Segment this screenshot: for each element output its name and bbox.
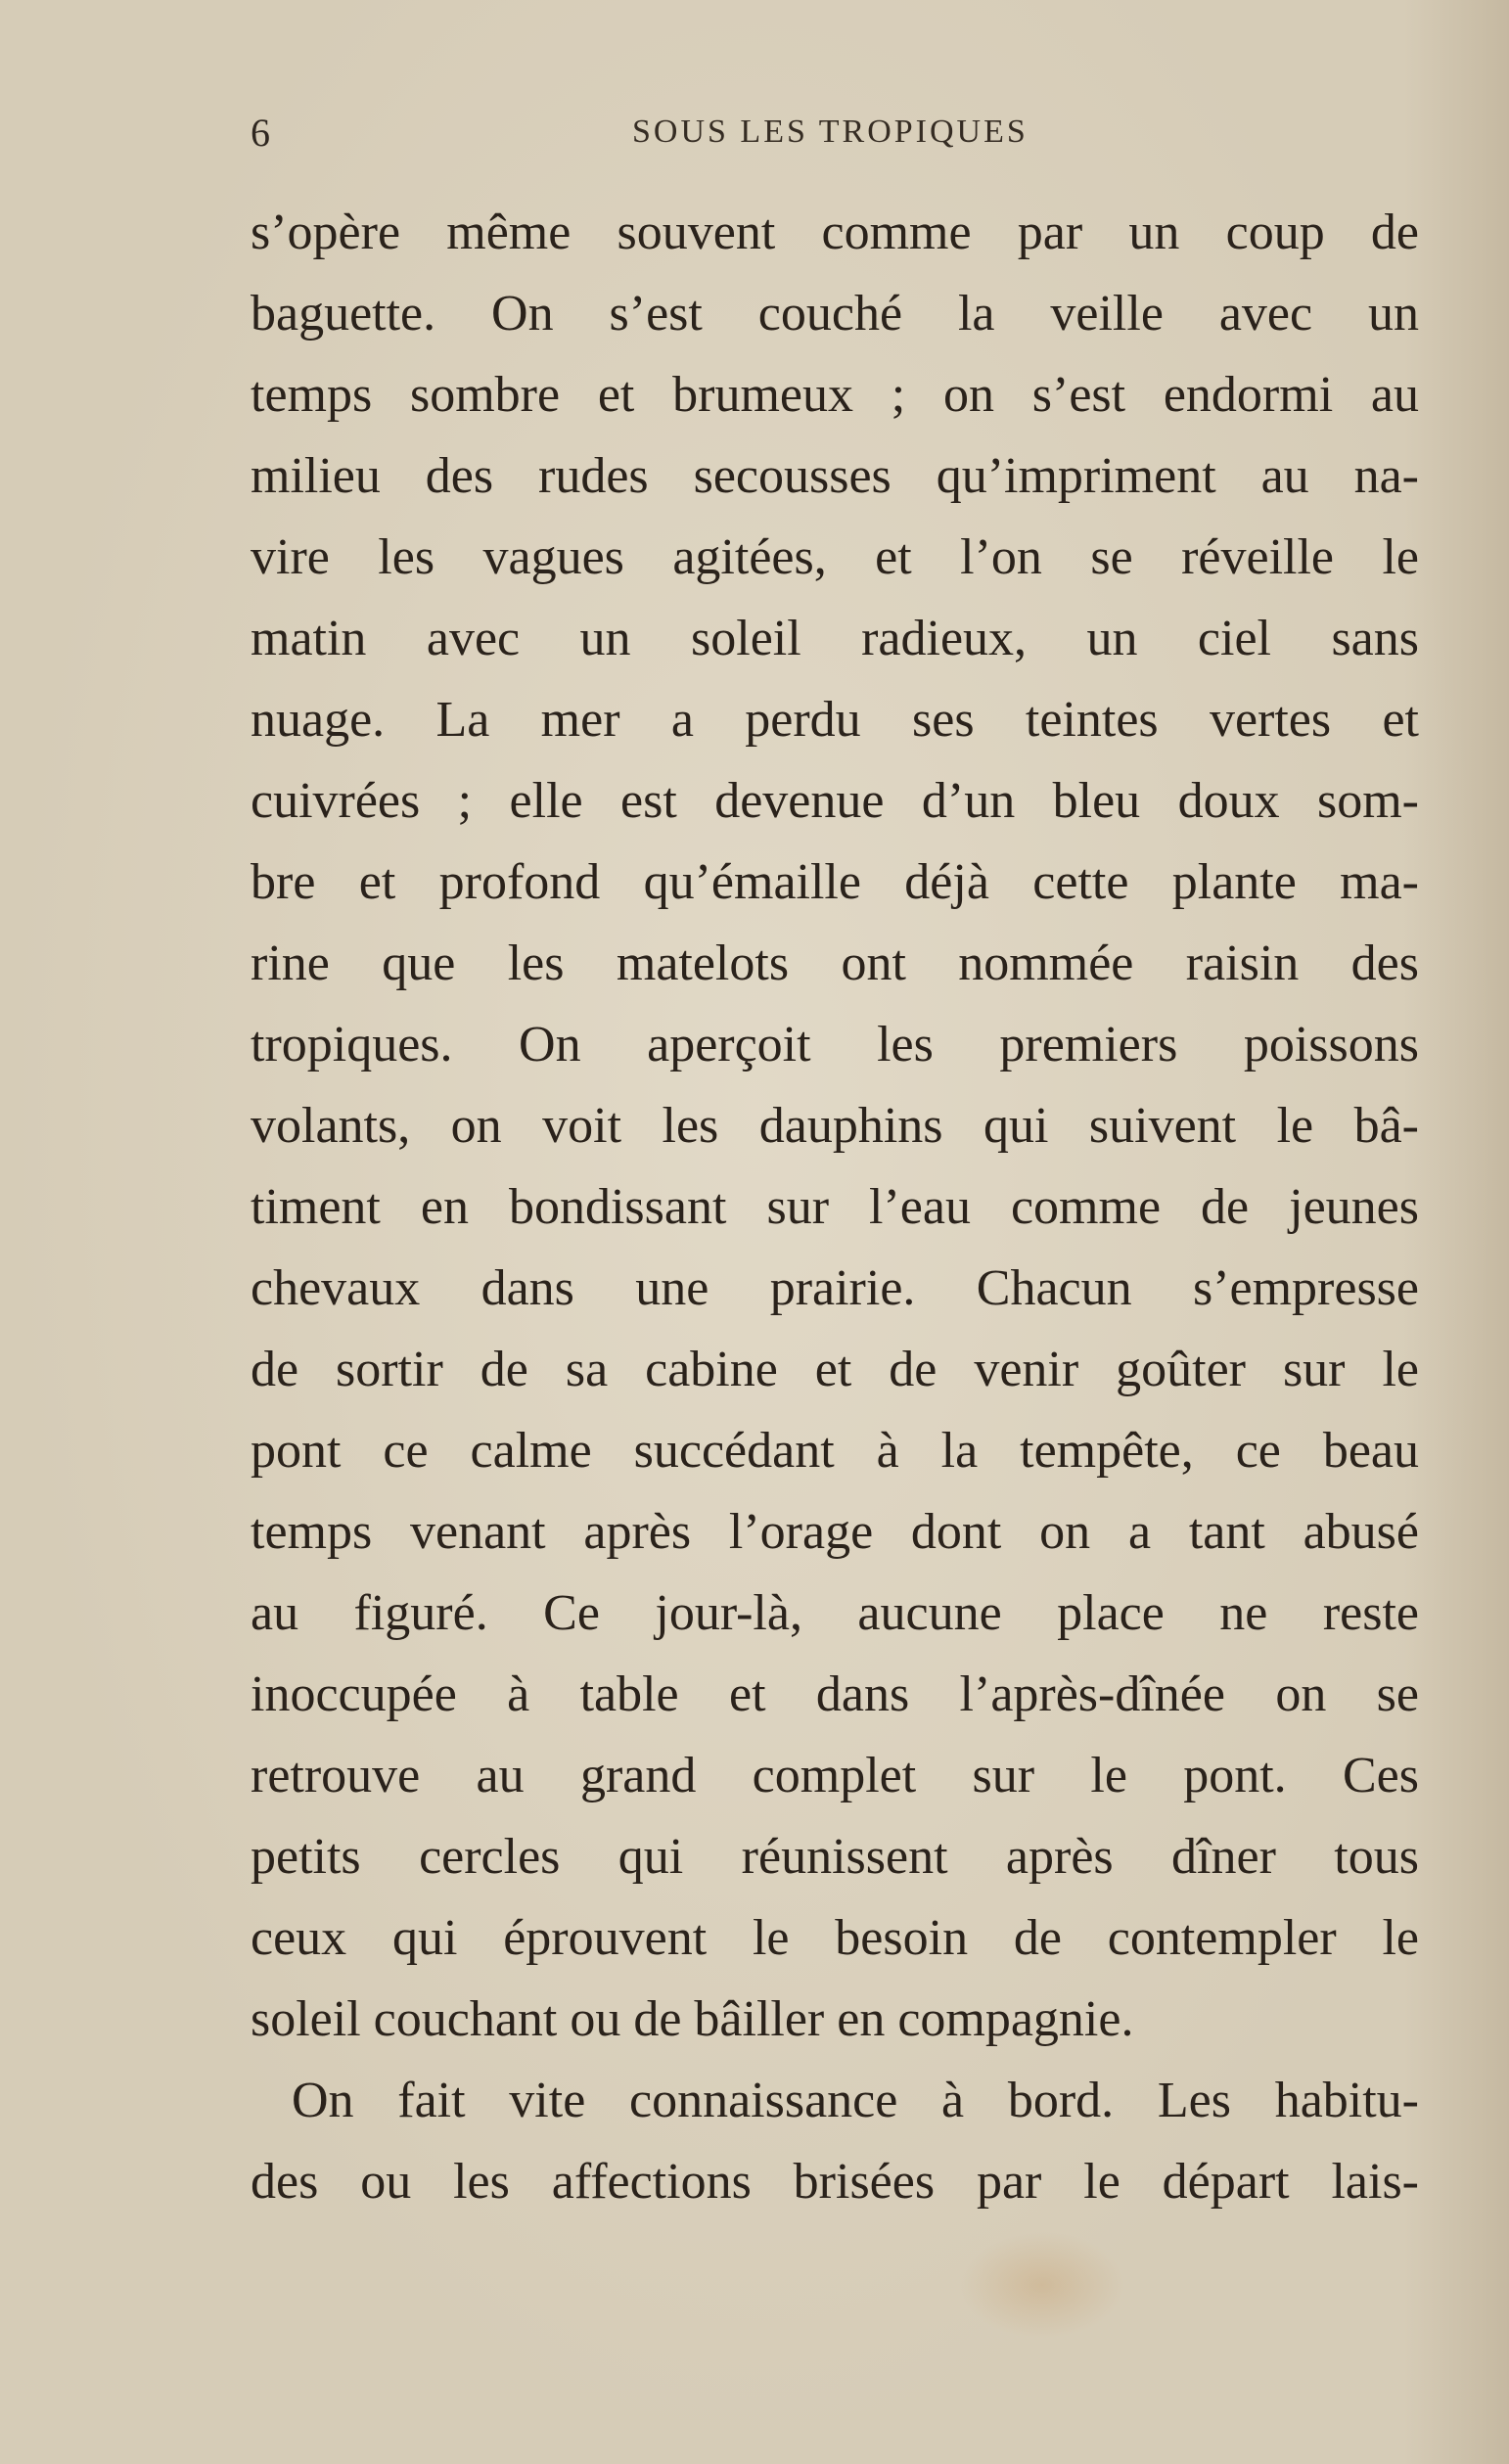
text-line: bre et profond qu’émaille déjà cette plante ma-: [251, 854, 1419, 910]
text-line: timent en bondissant sur l’eau comme de jeunes: [251, 1179, 1419, 1235]
text-line: vire les vagues agitées, et l’on se réveille le: [251, 529, 1419, 585]
running-head: SOUS LES TROPIQUES: [632, 114, 1029, 150]
text-line: cuivrées ; elle est devenue d’un bleu doux som-: [251, 773, 1419, 829]
page-header: [251, 110, 1415, 159]
text-line: pont ce calme succédant à la tempête, ce beau: [251, 1423, 1419, 1479]
text-line: temps venant après l’orage dont on a tant abusé: [251, 1504, 1419, 1560]
text-line: au figuré. Ce jour-là, aucune place ne reste: [251, 1585, 1419, 1641]
text-line: rine que les matelots ont nommée raisin des: [251, 935, 1419, 991]
text-line: volants, on voit les dauphins qui suivent le bâ-: [251, 1098, 1419, 1154]
text-line-paragraph-end: soleil couchant ou de bâiller en compagnie.: [251, 1991, 1134, 2047]
text-line: milieu des rudes secousses qu’impriment au na-: [251, 448, 1419, 504]
text-line: temps sombre et brumeux ; on s’est endormi au: [251, 367, 1419, 423]
text-line: de sortir de sa cabine et de venir goûter sur le: [251, 1342, 1419, 1397]
text-line: chevaux dans une prairie. Chacun s’empresse: [251, 1260, 1419, 1316]
text-line: baguette. On s’est couché la veille avec un: [251, 286, 1419, 342]
text-line: inoccupée à table et dans l’après-dînée on se: [251, 1666, 1419, 1722]
text-line: nuage. La mer a perdu ses teintes vertes et: [251, 692, 1419, 748]
page-number: 6: [251, 111, 271, 155]
text-line: matin avec un soleil radieux, un ciel sans: [251, 611, 1419, 666]
text-line: tropiques. On aperçoit les premiers poissons: [251, 1017, 1419, 1072]
text-line-paragraph-start: On fait vite connaissance à bord. Les habitu-: [292, 2073, 1419, 2128]
text-line: petits cercles qui réunissent après dîner tous: [251, 1829, 1419, 1885]
text-line: retrouve au grand complet sur le pont. Ces: [251, 1748, 1419, 1803]
text-line: des ou les affections brisées par le départ lais-: [251, 2154, 1419, 2210]
paper-stain: [959, 2231, 1125, 2339]
body-text: [251, 192, 1419, 2222]
text-line: s’opère même souvent comme par un coup de: [251, 205, 1419, 260]
text-line: ceux qui éprouvent le besoin de contempler le: [251, 1910, 1419, 1966]
